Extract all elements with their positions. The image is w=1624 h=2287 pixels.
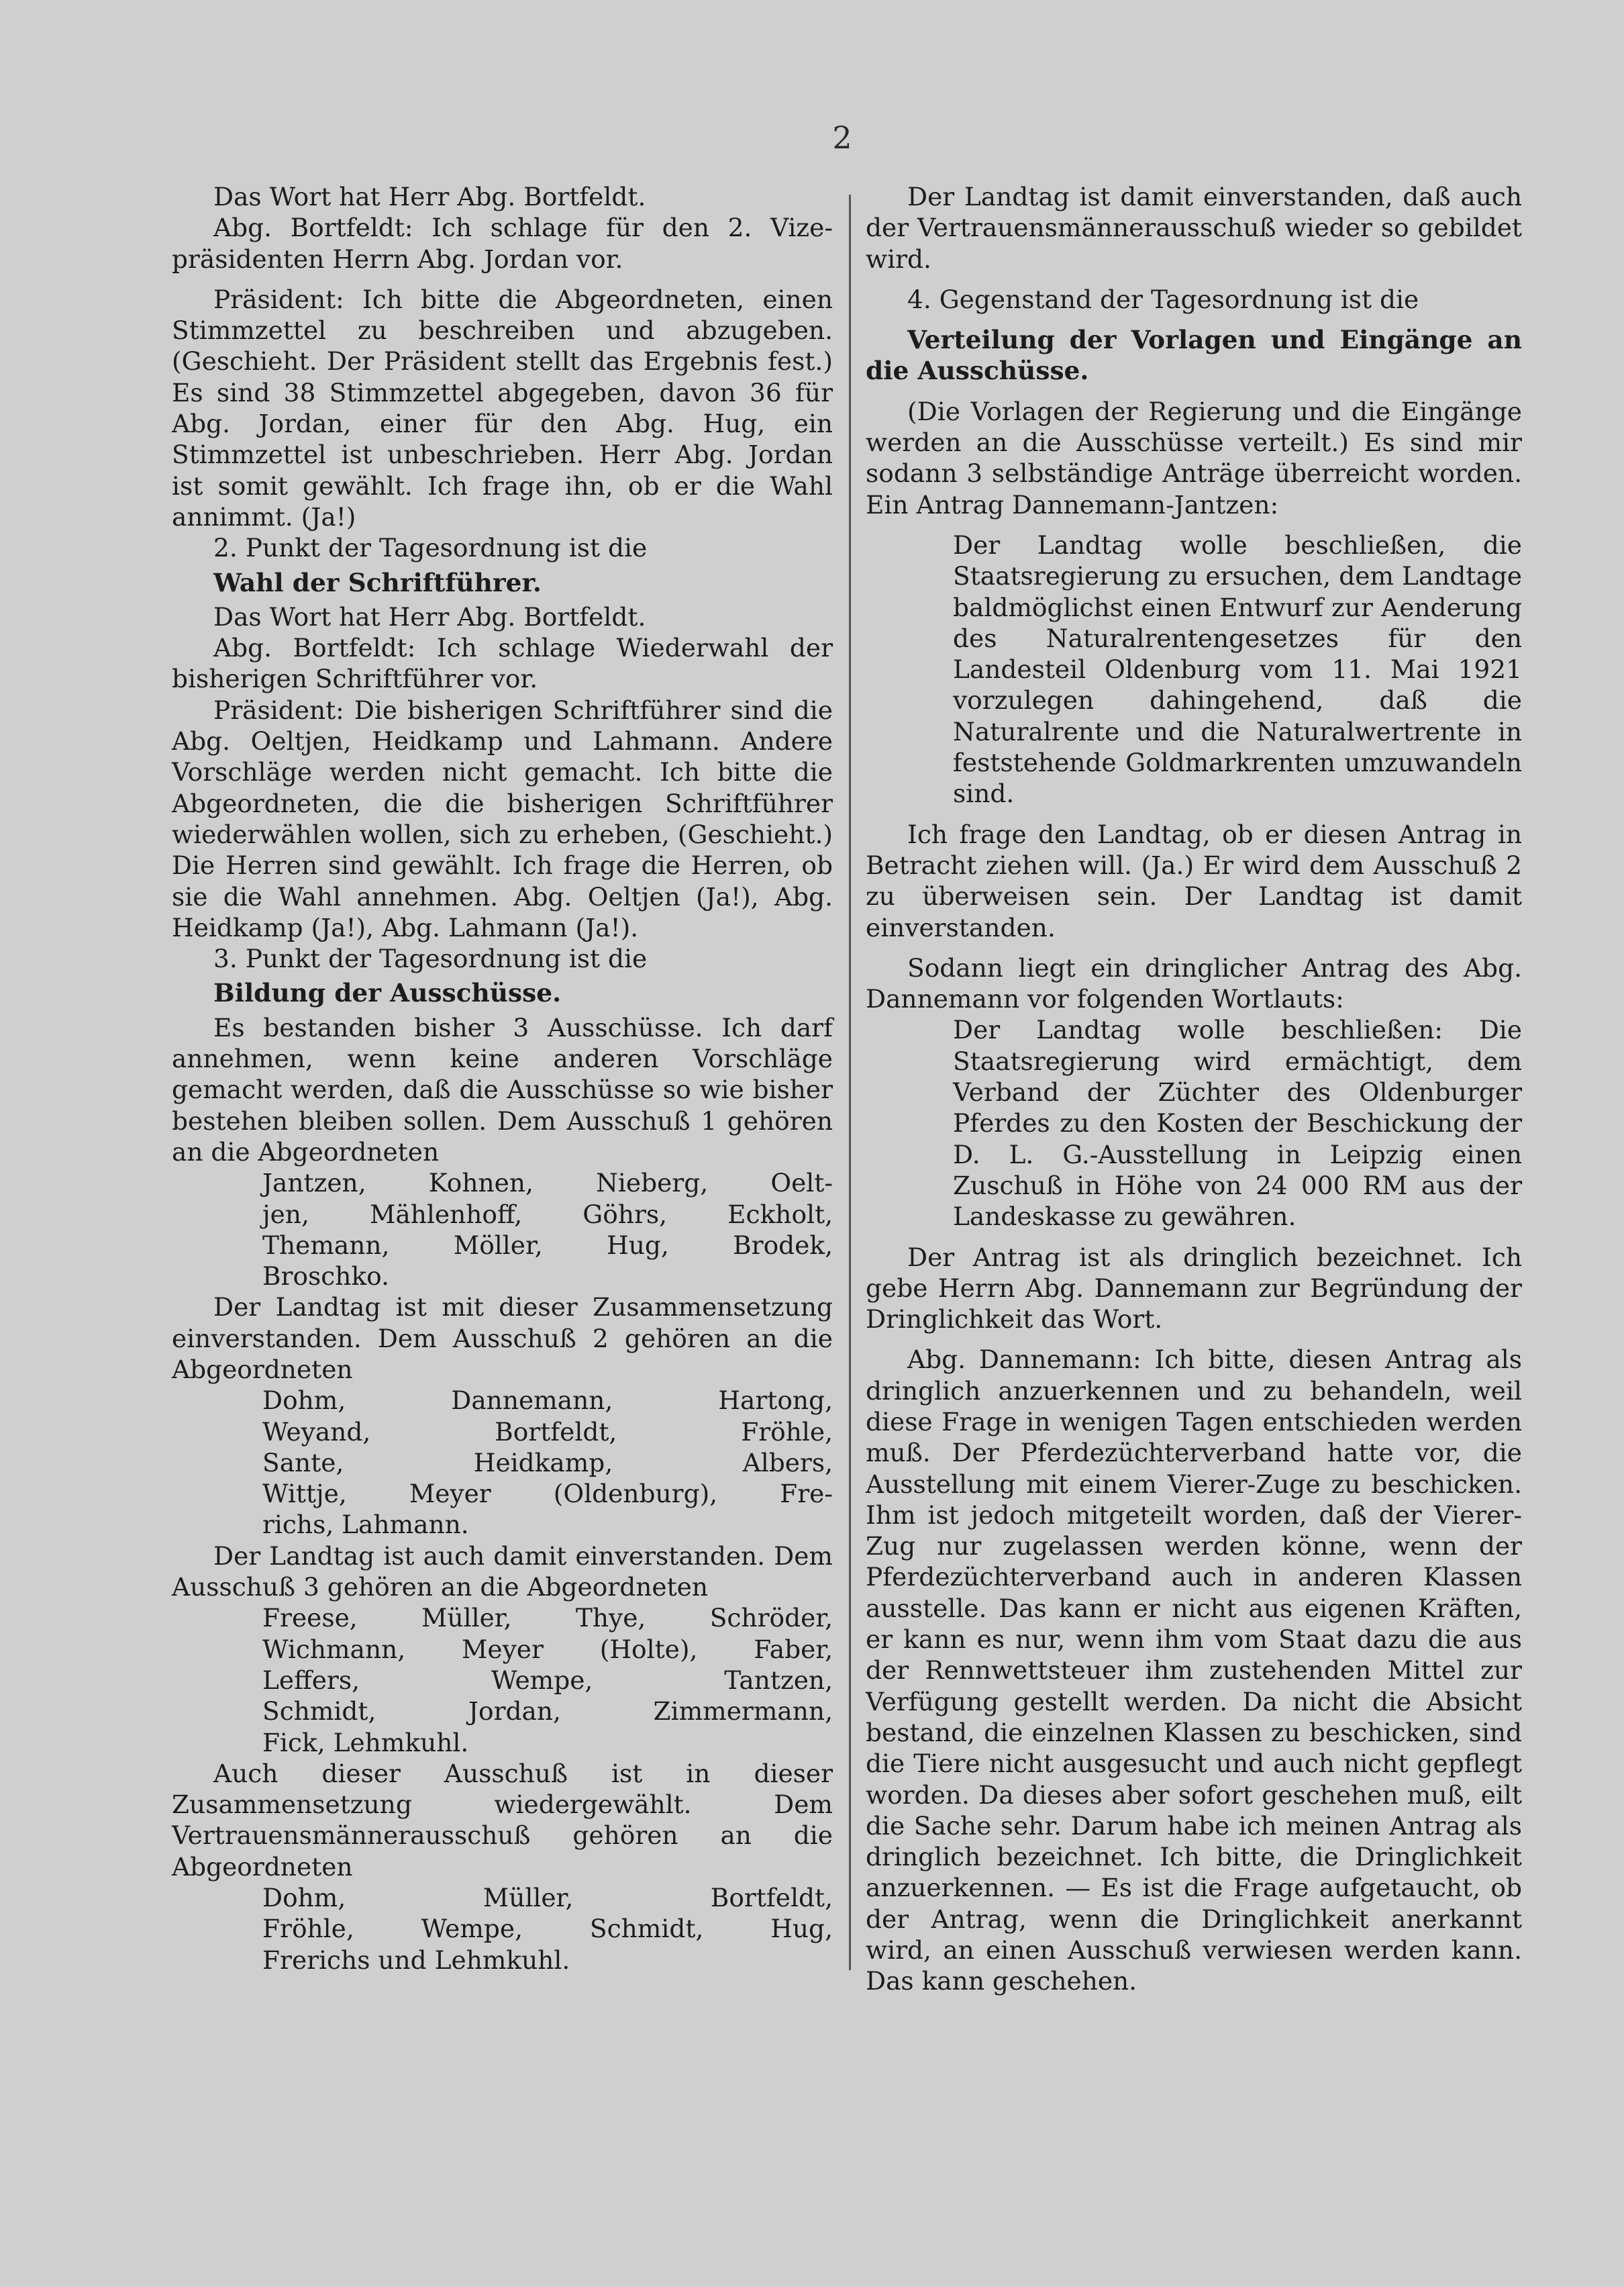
right-column [866,181,1522,1997]
paragraph: Ich frage den Landtag, ob er diesen Antrag in Betracht ziehen will. (Ja.) Er wird dem Ausschuß 2 zu überweisen sein. Der Landtag ist damit einverstanden. [866,819,1522,942]
paragraph: Präsident: Die bisherigen Schriftführer sind die Abg. Oeltjen, Heidkamp und Lahmann. Andere Vorschläge werden nicht gemacht. Ich bitte die Abgeordneten, die die bisherigen Schriftführer wiederwählen wollen, sich zu erheben, (Geschieht.) Die Herren sind gewählt. Ich frage die Herren, ob sie die Wahl annehmen. Abg. Oeltjen (Ja!), Abg. Heidkamp (Ja!), Abg. Lahmann (Ja!). [172,695,833,942]
section-heading: Bildung der Ausschüsse. [213,978,562,1008]
page-number: 2 [832,119,852,156]
paragraph: Das Wort hat Herr Abg. Bortfeldt. [213,182,646,211]
quote-text: Der Landtag wolle beschließen, die Staatsregierung zu ersuchen, dem Landtage baldmöglichst einen Entwurf zur Aenderung des Naturalrentengesetzes für den Landesteil Oldenburg vom 11. Mai 1921 vorzulegen dahingehend, daß die Naturalrente und die Naturalwertrente in feststehende Goldmarkrenten umzuwandeln sind. [953,530,1522,809]
name-list-line: Broschko. [262,1261,390,1292]
paragraph: Der Landtag ist damit einverstanden, daß auch der Vertrauensmännerausschuß wieder so gebildet wird. [866,182,1522,274]
name-list-line: Fröhle, Wempe, Schmidt, Hug, [262,1914,833,1944]
name-list-line: Themann, Möller, Hug, Brodek, [262,1230,833,1260]
column-divider [849,195,851,1970]
name-list-line: Leffers, Wempe, Tantzen, [262,1665,833,1695]
name-list-line: richs, Lahmann. [262,1510,469,1540]
paragraph: Sodann liegt ein dringlicher Antrag des Abg. Dannemann vor folgenden Wortlauts: [866,953,1522,1014]
name-list-line: Sante, Heidkamp, Albers, [262,1447,833,1477]
paragraph: Auch dieser Ausschuß ist in dieser Zusammensetzung wiedergewählt. Dem Vertrauensmännerausschuß gehören an die Abgeordneten [172,1758,833,1882]
left-column [172,181,833,1976]
paragraph: (Die Vorlagen der Regierung und die Eingänge werden an die Ausschüsse verteilt.) Es sind mir sodann 3 selbständige Anträge überreicht worden. Ein Antrag Dannemann-Jantzen: [866,396,1522,520]
paragraph: Der Landtag ist mit dieser Zusammensetzung einverstanden. Dem Ausschuß 2 gehören an die Abgeordneten [172,1292,833,1384]
quote-text: Der Landtag wolle beschließen: Die Staatsregierung wird ermächtigt, dem Verband der Züchter des Oldenburger Pferdes zu den Kosten der Beschickung der D. L. G.-Ausstellung in Leipzig einen Zuschuß in Höhe von 24 000 RM aus der Landeskasse zu gewähren. [953,1015,1522,1232]
name-list-line: Freese, Müller, Thye, Schröder, [262,1603,833,1633]
name-list-line: Dohm, Müller, Bortfeldt, [262,1883,833,1913]
paragraph: Abg. Dannemann: Ich bitte, diesen Antrag als dringlich anzuerkennen und zu behandeln, weil diese Frage in wenigen Tagen entschieden werden muß. Der Pferdezüchterverband hatte vor, die Ausstellung mit einem Vierer-Zuge zu beschicken. Ihm ist jedoch mitgeteilt worden, daß der Vierer-Zug nur zugelassen werden könne, wenn der Pferdezüchterverband auch in anderen Klassen ausstelle. Das kann er nicht aus eigenen Kräften, er kann es nur, wenn ihm vom Staat dazu die aus der Rennwettsteuer ihm zustehenden Mittel zur Verfügung gestellt werden. Da nicht die Absicht bestand, die einzelnen Klassen zu beschicken, sind die Tiere nicht ausgesucht und auch nicht gepflegt worden. Da dieses aber sofort geschehen muß, eilt die Sache sehr. Darum habe ich meinen Antrag als dringlich bezeichnet. Ich bitte, die Dringlichkeit anzuerkennen. — Es ist die Frage aufgetaucht, ob der Antrag, wenn die Dringlichkeit anerkannt wird, an einen Ausschuß verwiesen werden kann. Das kann geschehen. [866,1345,1522,1996]
paragraph: Präsident: Ich bitte die Abgeordneten, einen Stimmzettel zu beschreiben und abzugeben. (Geschieht. Der Präsident stellt das Ergebnis fest.) Es sind 38 Stimmzettel abgegeben, davon 36 für Abg. Jordan, einer für den Abg. Hug, ein Stimmzettel ist unbeschrieben. Herr Abg. Jordan ist somit gewählt. Ich frage ihn, ob er die Wahl annimmt. (Ja!) [172,284,833,532]
paragraph: 2. Punkt der Tagesordnung ist die [213,533,648,563]
motion-quote [866,530,1522,810]
paragraph: Es bestanden bisher 3 Ausschüsse. Ich darf annehmen, wenn keine anderen Vorschläge gemacht werden, daß die Ausschüsse so wie bisher bestehen bleiben sollen. Dem Ausschuß 1 gehören an die Abgeordneten [172,1012,833,1167]
name-list-line: Dohm, Dannemann, Hartong, [262,1385,833,1416]
name-list-line: Wittje, Meyer (Oldenburg), Fre- [262,1479,833,1509]
name-list-line: Fick, Lehmkuhl. [262,1727,469,1757]
paragraph: Das Wort hat Herr Abg. Bortfeldt. [213,601,646,632]
motion-quote [866,1014,1522,1232]
name-list-line: Jantzen, Kohnen, Nieberg, Oelt- [262,1168,833,1198]
paragraph: Der Antrag ist als dringlich bezeichnet. Ich gebe Herrn Abg. Dannemann zur Begründung der Dringlichkeit das Wort. [866,1242,1522,1334]
section-heading: Verteilung der Vorlagen und Eingänge an die Ausschüsse. [866,325,1522,386]
paragraph: Der Landtag ist auch damit einverstanden. Dem Ausschuß 3 gehören an die Abgeordneten [172,1541,833,1602]
paragraph: 4. Gegenstand der Tagesordnung ist die [907,284,1419,314]
name-list-line: Wichmann, Meyer (Holte), Faber, [262,1634,833,1664]
paragraph: 3. Punkt der Tagesordnung ist die [213,944,648,974]
paragraph: Abg. Bortfeldt: Ich schlage für den 2. Vize-präsidenten Herrn Abg. Jordan vor. [172,213,833,274]
section-heading: Wahl der Schriftführer. [213,567,542,597]
name-list-line: Schmidt, Jordan, Zimmermann, [262,1696,833,1726]
name-list-line: Frerichs und Lehmkuhl. [262,1945,570,1975]
name-list-line: jen, Mählenhoff, Göhrs, Eckholt, [262,1199,833,1229]
name-list-line: Weyand, Bortfeldt, Fröhle, [262,1416,833,1447]
paragraph: Abg. Bortfeldt: Ich schlage Wiederwahl der bisherigen Schriftführer vor. [172,633,833,694]
